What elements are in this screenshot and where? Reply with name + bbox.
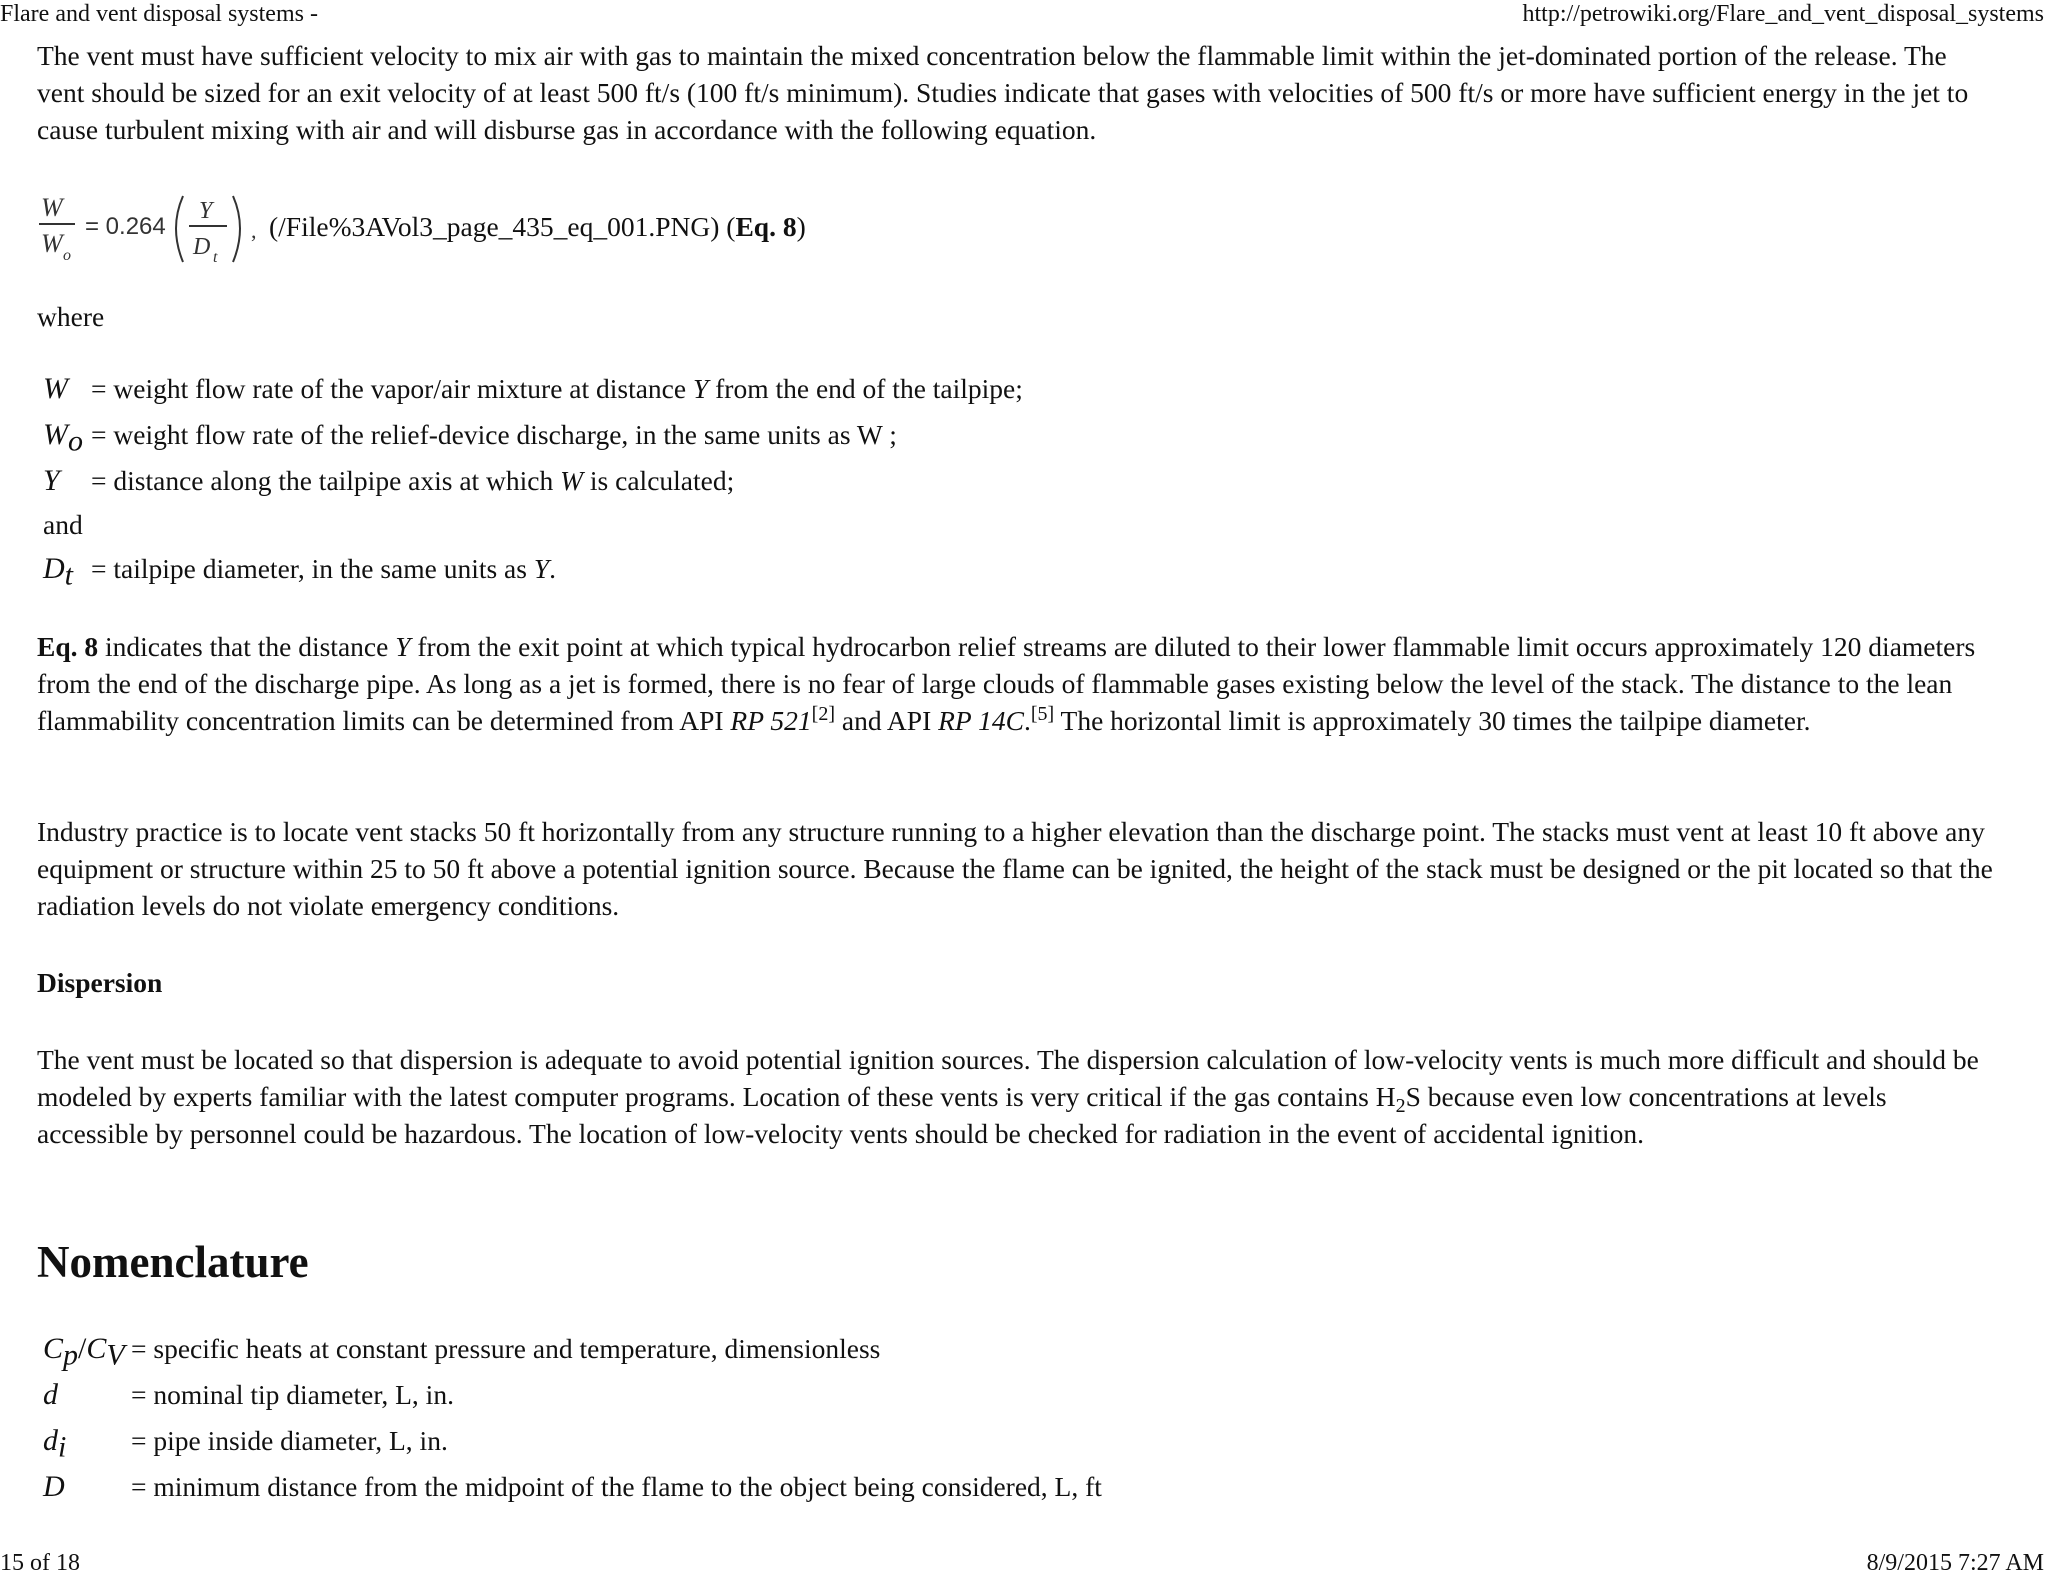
nomenclature-row [37,1376,1102,1422]
equation-image [37,186,265,268]
nomenclature-definition: = specific heats at constant pressure and temperature, dimensionless [131,1333,881,1364]
nomenclature-row [37,1468,1102,1514]
equation-8 [37,186,806,268]
variable-row: $D_t$ = tailpipe diameter, in the same units as Y. [43,552,557,592]
variable-symbol: W [43,418,68,451]
and-row [37,506,1023,550]
variable-definition: = tailpipe diameter, in the same units as [91,553,534,584]
variable-definitions [37,370,1023,596]
nomenclature-symbol: d [43,1378,58,1411]
nomenclature-definition: = pipe inside diameter, L, in. [131,1425,448,1456]
variable-symbol: D [43,552,65,585]
nomenclature-definition: = nominal tip diameter, L, in. [131,1379,454,1410]
dispersion-paragraph: The vent must be located so that dispersion is adequate to avoid potential ignition sources. The dispersion calculation of low-velocity vents is much more difficult and should be modeled by experts familiar with the latest computer programs. Location of these vents is very critical if the gas contains $H_2S$ because even low concentrations at levels accessible by personnel could be hazardous. The location of low-velocity vents should be checked for radiation in the event of accidental ignition. [37,1044,1979,1149]
equation-label[interactable]: Eq. 8 [735,211,797,242]
nomenclature-row: $C_p/C_V$ = specific heats at constant pressure and temperature, dimensionless [43,1332,881,1372]
eq8-link[interactable]: Eq. 8 [37,631,99,662]
equation-file-link[interactable]: (/File%3AVol3_page_435_eq_001.PNG) [269,211,720,242]
print-datetime: 8/9/2015 7:27 AM [1866,1550,2044,1576]
equation-label-close: ) [796,211,806,242]
page-header-title: Flare and vent disposal systems - [0,1,318,27]
eq-rhs-den-sub: t [213,249,218,266]
dispersion-heading: Dispersion [37,967,163,998]
variable-definition: = weight flow rate of the vapor/air mixture at distance [91,373,693,404]
equation-label-open: ( [726,211,736,242]
where-label: where [37,301,105,332]
variable-row: W = weight flow rate of the vapor/air mixture at distance Y from the end of the tailpipe; [43,372,1023,405]
eq-lhs-den: W [41,229,63,258]
reference-link[interactable]: [2] [811,703,835,725]
industry-paragraph: Industry practice is to locate vent stacks 50 ft horizontally from any structure running to a higher elevation than the discharge point. The stacks must vent at least 10 ft above any equipment or structure within 25 to 50 ft above a potential ignition source. Because the flame can be ignited, the height of the stack must be designed or the pit located so that the radiation levels do not violate emergency conditions. [37,816,1993,921]
variable-row: Y = distance along the tailpipe axis at which W is calculated; [43,464,735,497]
reference-link[interactable]: [5] [1030,703,1055,725]
eq-constant: = 0.264 [85,213,166,240]
nomenclature-heading: Nomenclature [37,1237,309,1287]
eq-rhs-num: Y [199,198,213,224]
nomenclature-symbol: d [43,1424,58,1457]
and-label: and [43,509,83,540]
nomenclature-symbol: C [43,1332,64,1365]
eq-lhs-den-sub: o [63,247,71,264]
eq-lhs-num: W [41,193,63,222]
page-header-url[interactable]: http://petrowiki.org/Flare_and_vent_disposal_systems [1522,1,2044,27]
variable-row: $W_o$ = weight flow rate of the relief-device discharge, in the same units as W ; [43,418,897,458]
nomenclature-definition: = minimum distance from the midpoint of the flame to the object being considered, L, ft [131,1471,1102,1502]
nomenclature-symbol: D [43,1470,65,1503]
variable-symbol: Y [43,464,60,497]
eq8-paragraph: Eq. 8 indicates that the distance Y from the exit point at which typical hydrocarbon relief streams are diluted to their lower flammable limit occurs approximately 120 diameters from the end of the discharge pipe. As long as a jet is formed, there is no fear of large clouds of flammable gases existing below the level of the stack. The distance to the lean flammability concentration limits can be determined from API RP 521[2] and API RP 14C.[5] The horizontal limit is approximately 30 times the tailpipe diameter. [37,631,1976,736]
nomenclature-table [37,1330,1102,1514]
eq-comma: , [251,218,257,243]
intro-paragraph: The vent must have sufficient velocity to mix air with gas to maintain the mixed concentration below the flammable limit within the jet-dominated portion of the release. The vent should be sized for an exit velocity of at least 500 ft/s (100 ft/s minimum). Studies indicate that gases with velocities of 500 ft/s or more have sufficient energy in the jet to cause turbulent mixing with air and will disburse gas in accordance with the following equation. [37,40,1969,145]
variable-definition: = distance along the tailpipe axis at which [91,465,561,496]
eq-rhs-den: D [193,234,211,260]
variable-symbol: W [43,372,68,405]
variable-definition: = weight flow rate of the relief-device discharge, in the same units as W ; [91,419,897,450]
nomenclature-row: $d_i$ = pipe inside diameter, L, in. [43,1424,448,1464]
page-number: 15 of 18 [0,1550,80,1576]
